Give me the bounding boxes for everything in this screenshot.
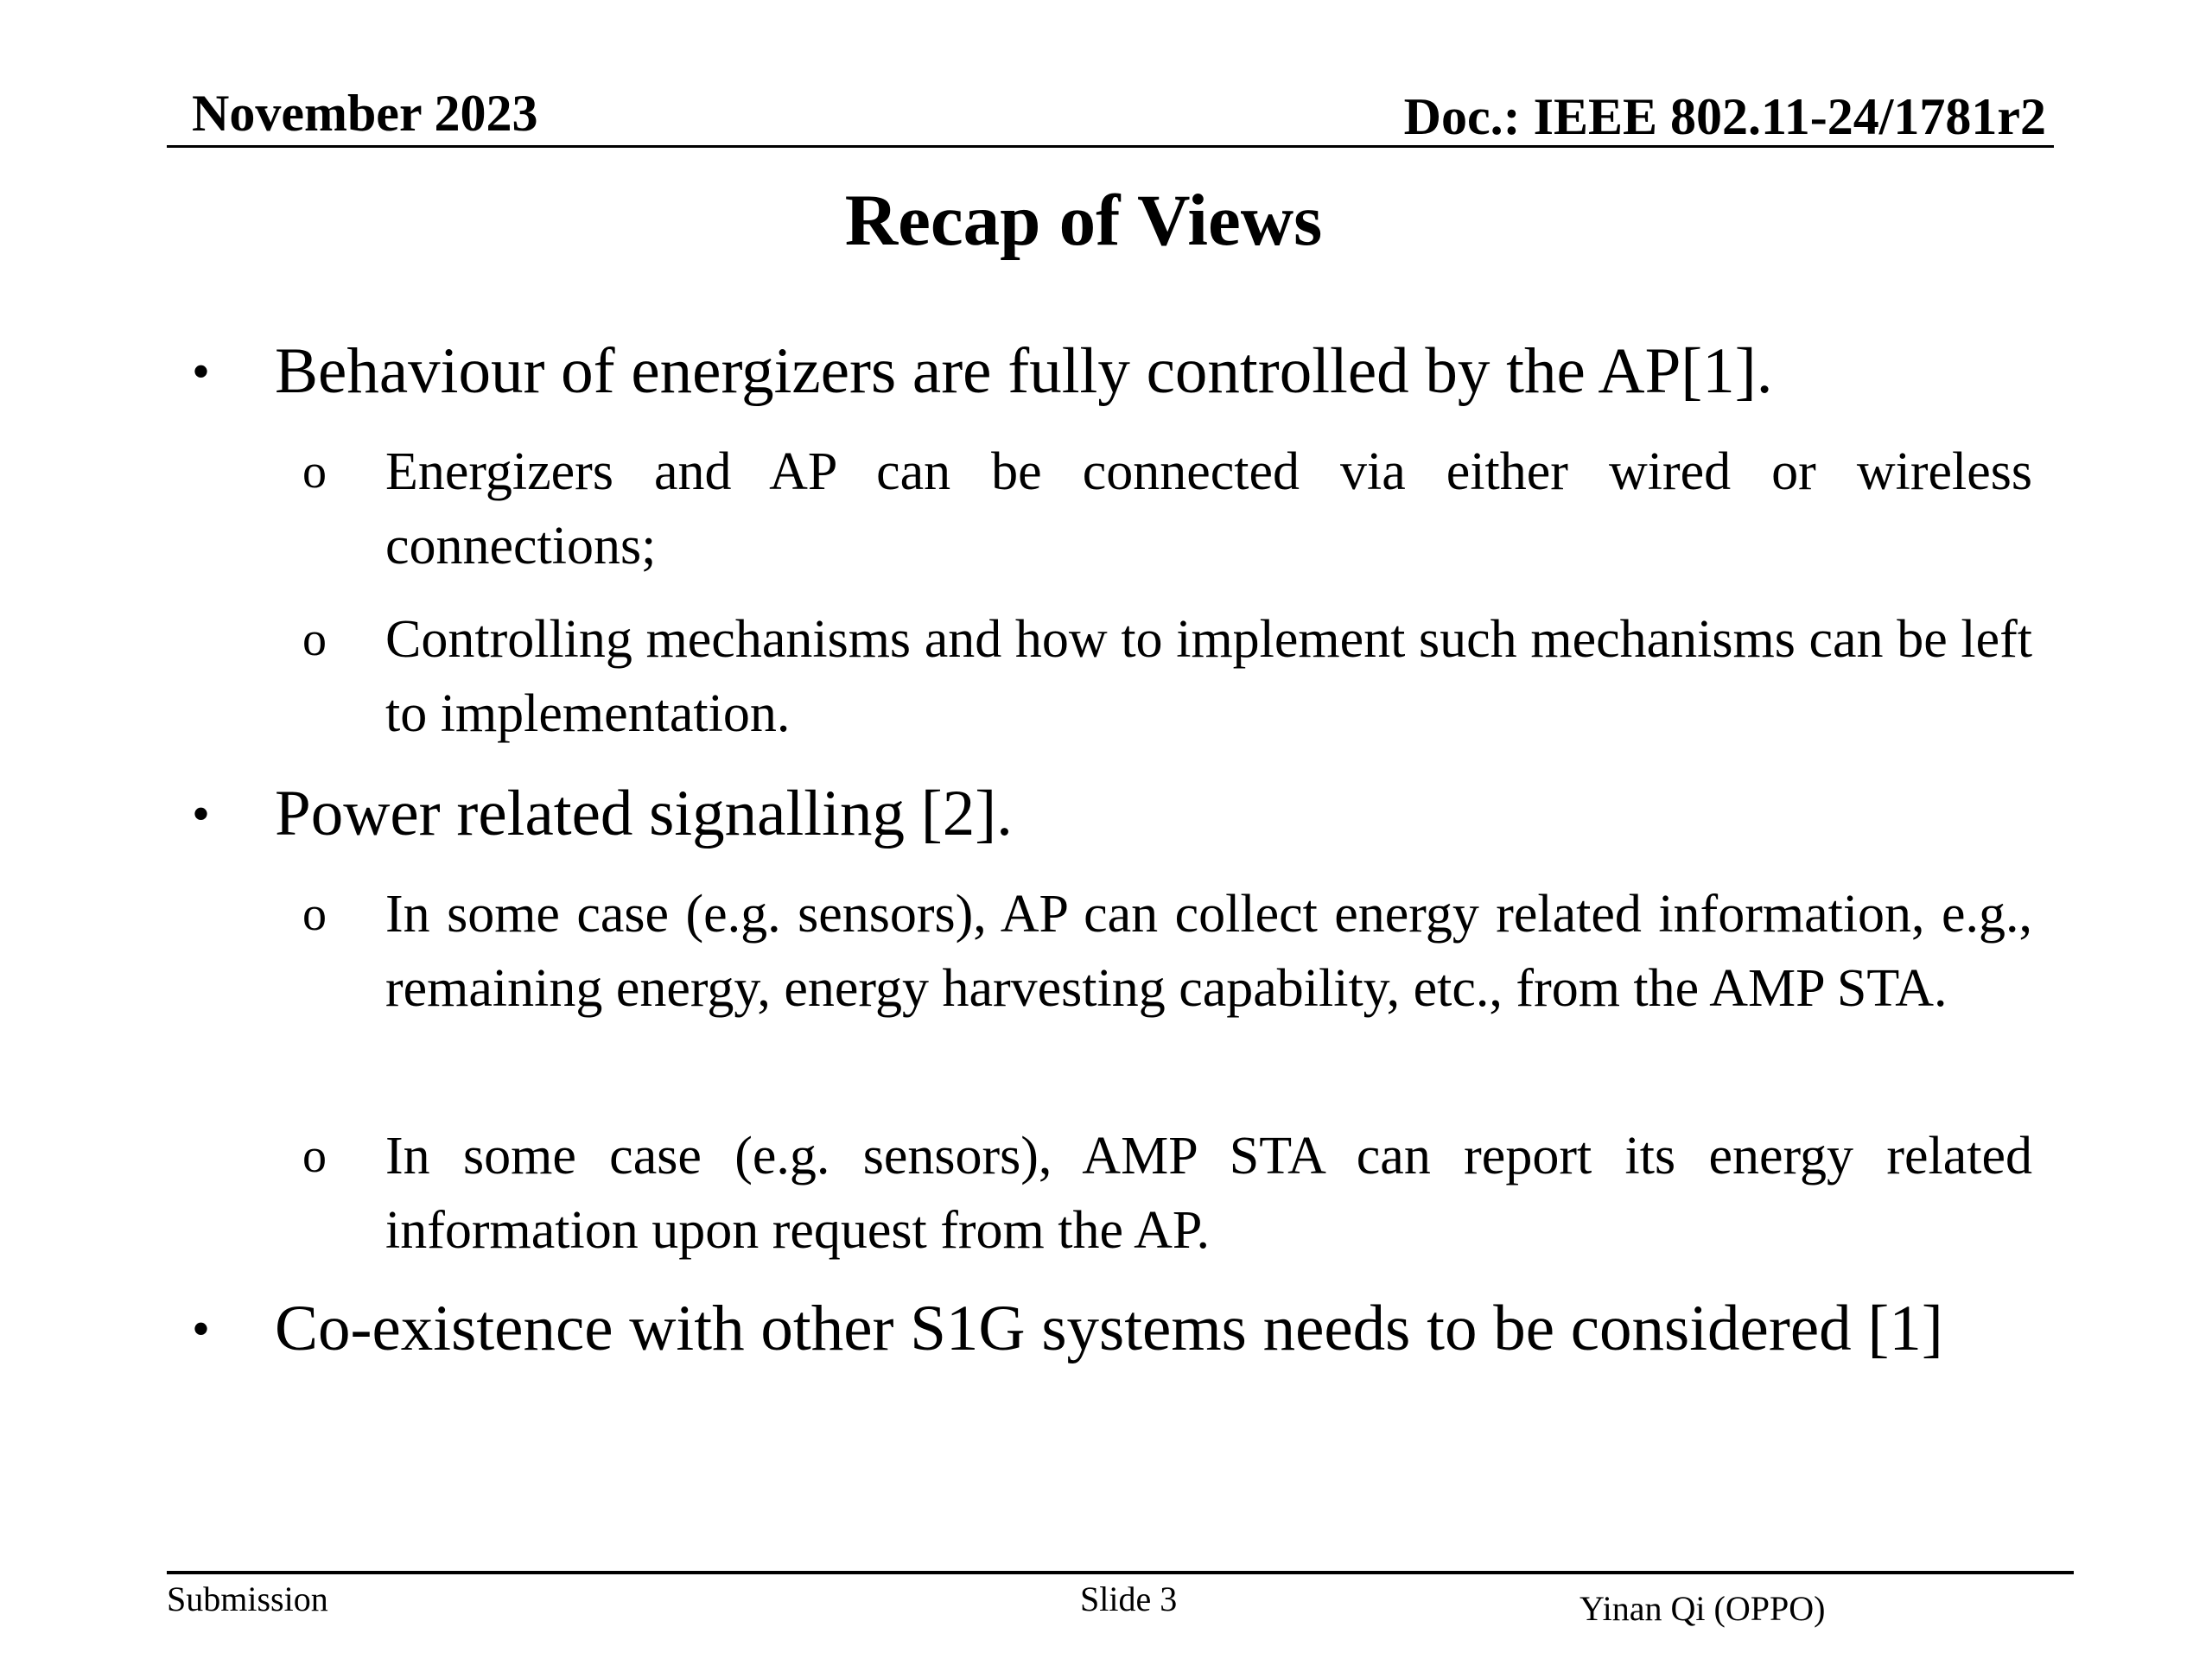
bullet-text: Behaviour of energizers are fully controlled by the AP[1]. [275, 335, 1773, 407]
sub-bullet-marker: o [302, 1129, 327, 1183]
slide-title: Recap of Views [844, 180, 1323, 261]
bullet-marker: • [192, 343, 211, 400]
bullet-text: Co-existence with other S1G systems needs to be considered [1] [275, 1293, 1943, 1364]
bullet-text: Power related signalling [2]. [275, 778, 1013, 849]
sub-bullet-text: In some case (e.g. sensors), AMP STA can report its energy related information upon request from the AP. [385, 1127, 2032, 1260]
sub-bullet-marker: o [302, 887, 327, 941]
sub-bullet-marker: o [302, 613, 327, 666]
bullet-marker: • [192, 1300, 211, 1357]
header-doc-id: Doc.: IEEE 802.11-24/1781r2 [1403, 88, 2046, 145]
sub-bullet-marker: o [302, 445, 327, 499]
header-date: November 2023 [192, 85, 538, 142]
sub-bullet-text: In some case (e.g. sensors), AP can collect energy related information, e.g., remaining energy, energy harvesting capability, etc., from the AMP STA. [385, 885, 2032, 1018]
sub-bullet-text: Energizers and AP can be connected via either wired or wireless connections; [385, 442, 2032, 575]
header-divider [167, 145, 2054, 148]
footer-submission: Submission [167, 1580, 328, 1618]
footer-divider [167, 1571, 2074, 1574]
footer-slide-number: Slide 3 [1080, 1580, 1178, 1618]
bullet-marker: • [192, 785, 211, 842]
footer-author: Yinan Qi (OPPO) [1580, 1589, 1826, 1628]
sub-bullet-text: Controlling mechanisms and how to implement such mechanisms can be left to implementation. [385, 610, 2032, 743]
